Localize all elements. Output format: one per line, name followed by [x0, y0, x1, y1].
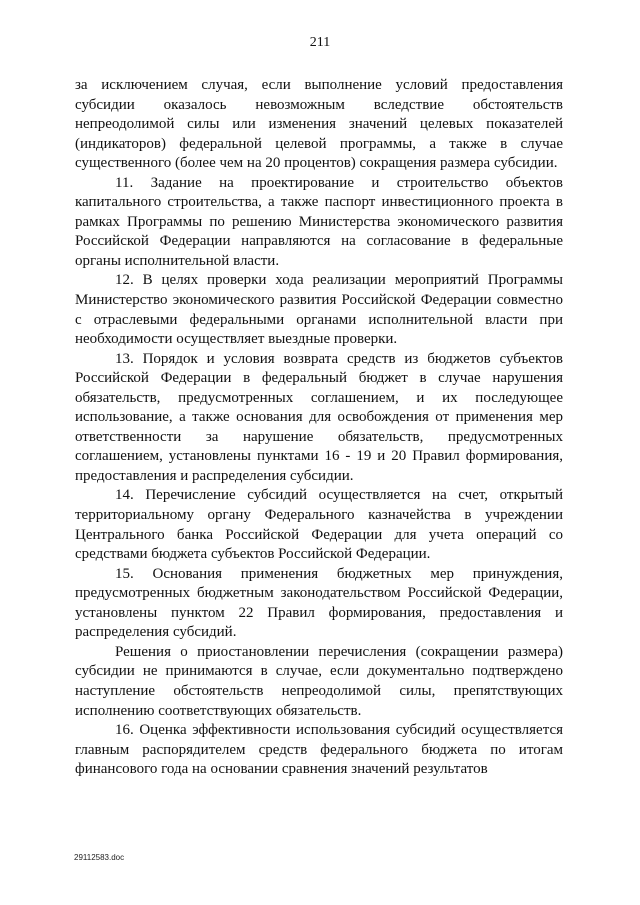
document-body — [75, 76, 563, 780]
paragraph-14: 14. Перечисление субсидий осуществляется на счет, открытый территориальному органу Федерального казначейства в учреждении Центрального банка Российской Федерации для учета операций со средствами бюджета субъектов Российской Федерации. — [75, 487, 563, 563]
paragraph-15: 15. Основания применения бюджетных мер принуждения, предусмотренных бюджетным законодательством Российской Федерации, установлены пунктом 22 Правил формирования, предоставления и распределения субсидий. — [75, 565, 563, 641]
paragraph-11: 11. Задание на проектирование и строительство объектов капитального строительства, а также паспорт инвестиционного проекта в рамках Программы по решению Министерства экономического развития Российской Федерации направляются на согласование в федеральные органы исполнительной власти. — [75, 174, 563, 269]
footer-file-name: 29112583.doc — [74, 853, 125, 862]
paragraph-continuation: за исключением случая, если выполнение условий предоставления субсидии оказалось невозможным вследствие обстоятельств непреодолимой силы или изменения значений целевых показателей (индикаторов) федеральной целевой программы, а также в случае существенного (более чем на 20 процентов) сокращения размера субсидии. — [75, 77, 563, 172]
paragraph-13: 13. Порядок и условия возврата средств из бюджетов субъектов Российской Федерации в федеральный бюджет в случае нарушения обязательств, предусмотренных соглашением, и их последующее использование, а также основания для освобождения от применения мер ответственности за нарушение обязательств, предусмотренных соглашением, установлены пунктами 16 - 19 и 20 Правил формирования, предоставления и распределения субсидии. — [75, 350, 563, 484]
paragraph-15-decisions: Решения о приостановлении перечисления (сокращении размера) субсидии не принимаются в случае, если документально подтверждено наступление обстоятельств непреодолимой силы, препятствующих исполнению соответствующих обязательств. — [75, 643, 563, 719]
paragraph-12: 12. В целях проверки хода реализации мероприятий Программы Министерство экономического развития Российской Федерации совместно с отраслевыми федеральными органами исполнительной власти при необходимости осуществляет выездные проверки. — [75, 272, 563, 348]
paragraph-16: 16. Оценка эффективности использования субсидий осуществляется главным распорядителем средств федерального бюджета по итогам финансового года на основании сравнения значений результатов — [75, 722, 563, 778]
page-number: 211 — [309, 35, 331, 50]
